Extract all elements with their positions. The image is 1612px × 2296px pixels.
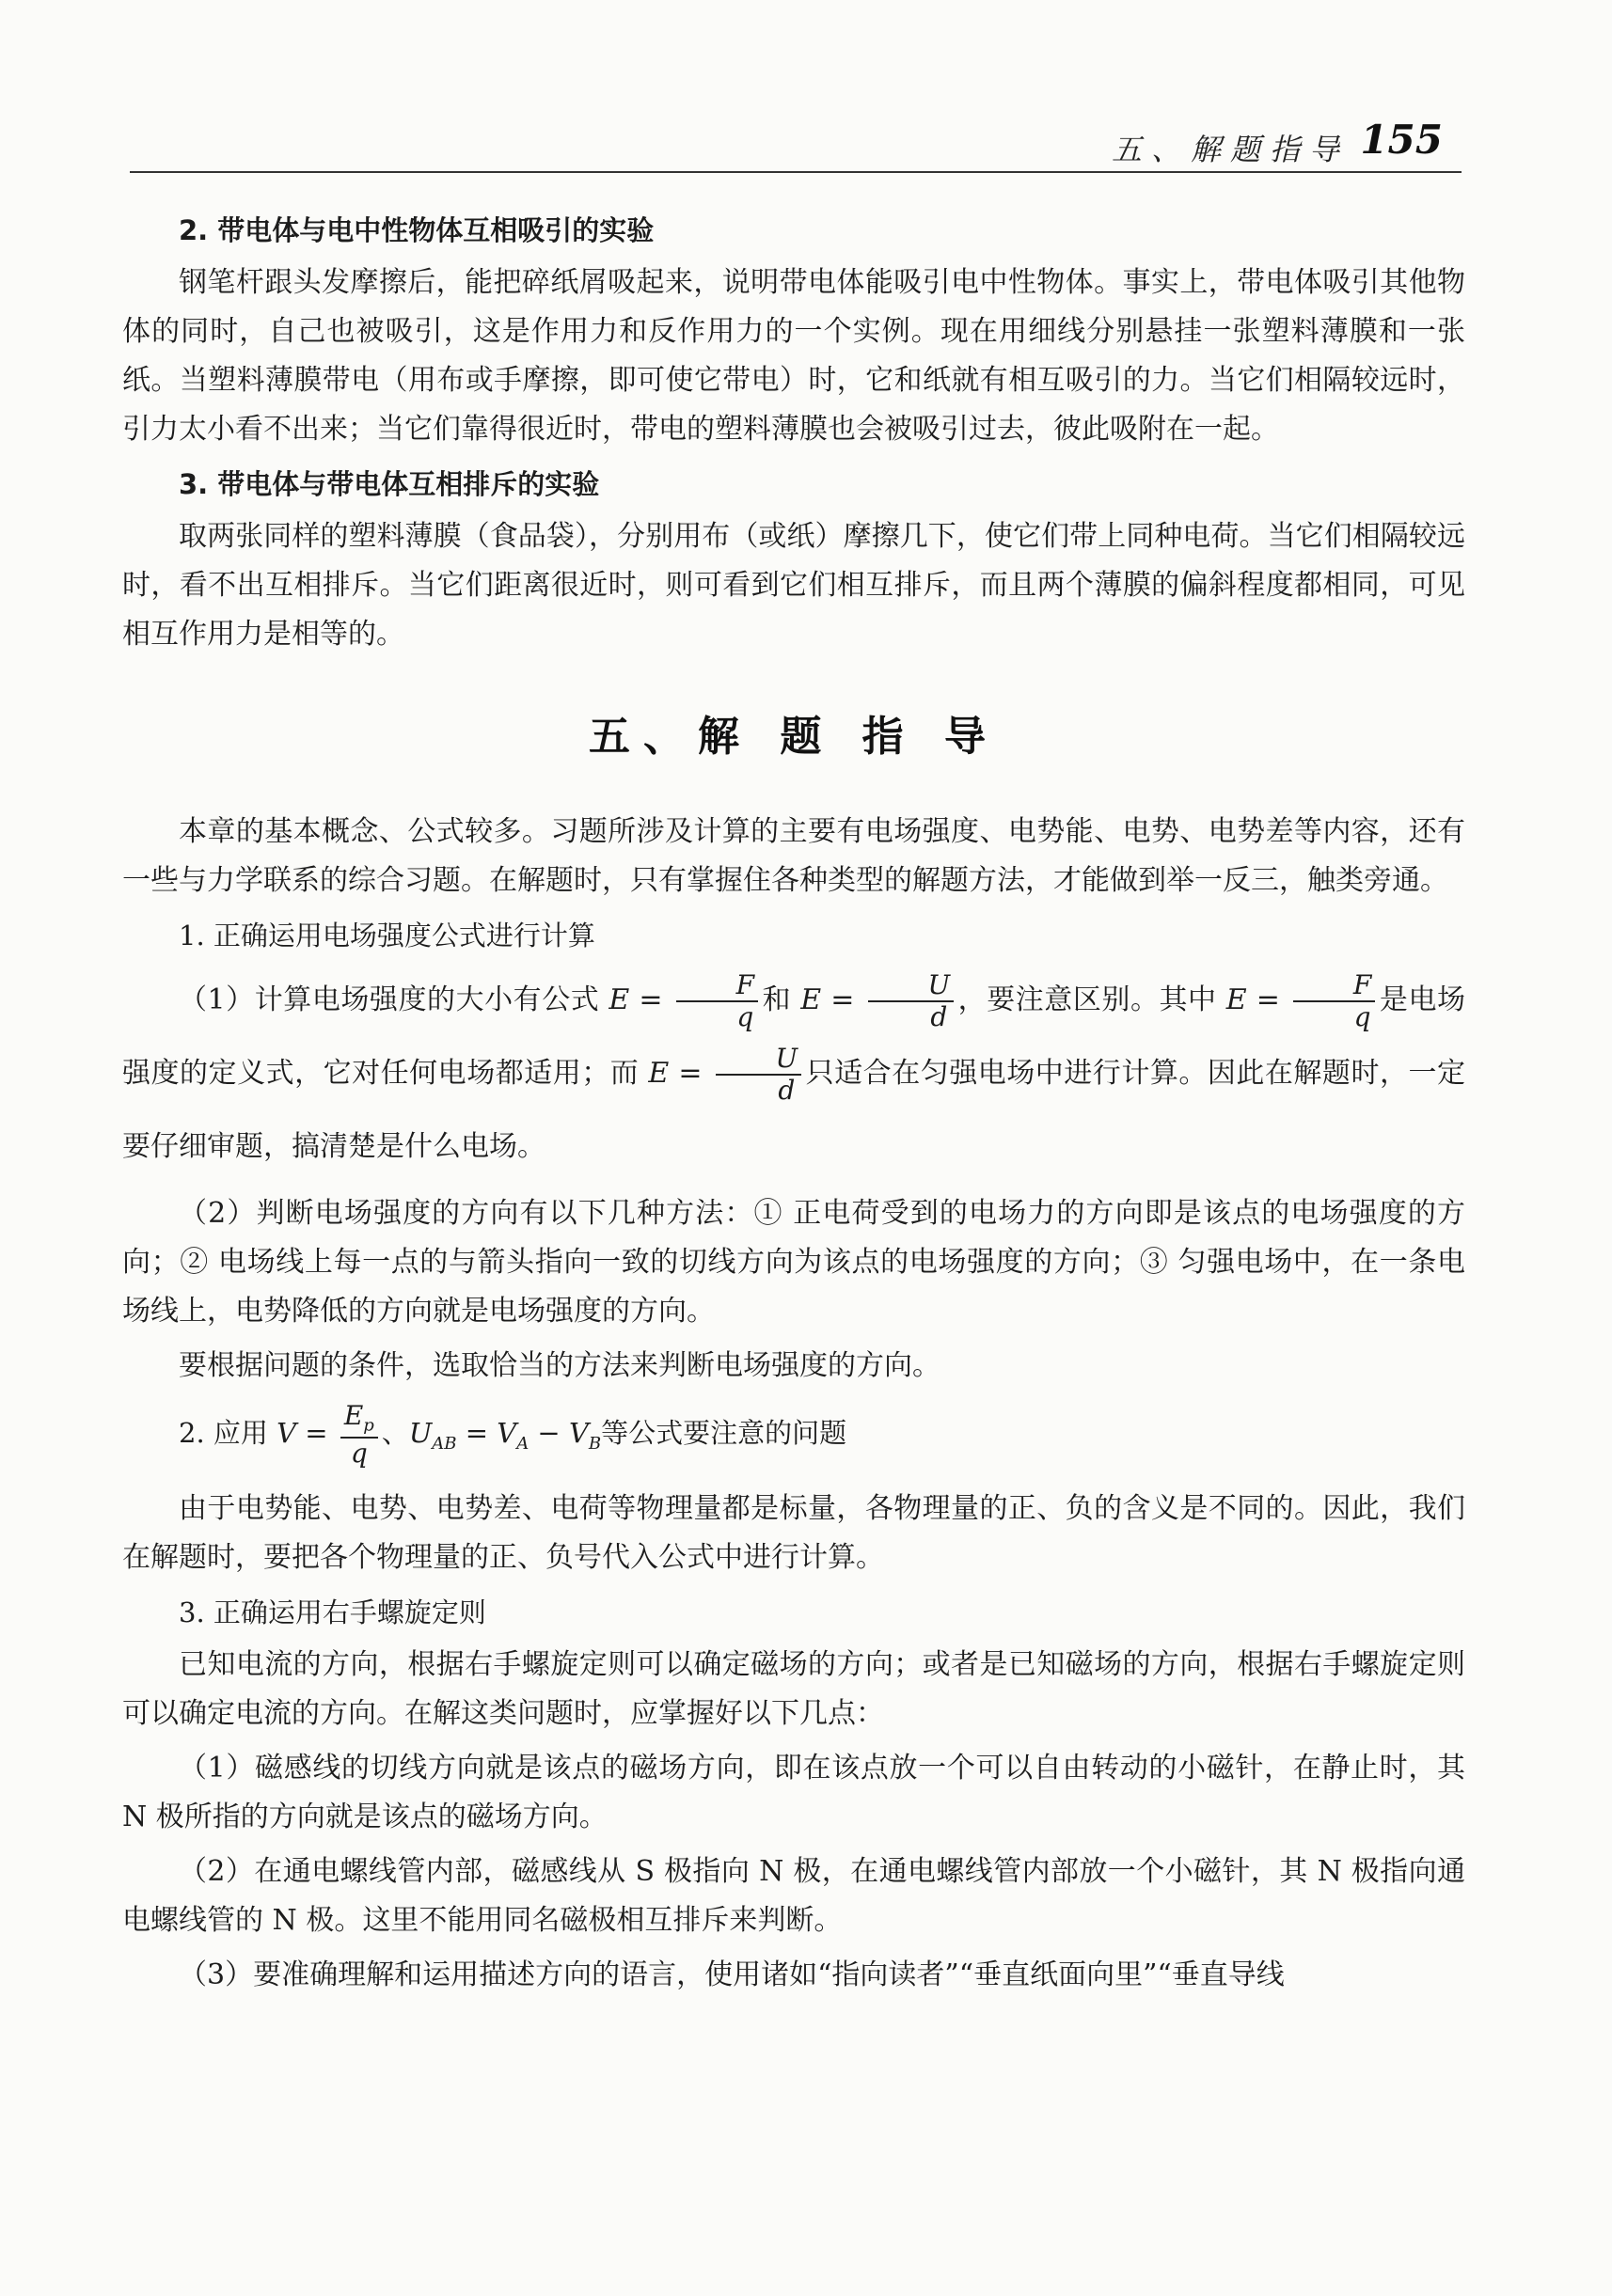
fraction-Ep-over-q: $\frac{E_p}{q}$ bbox=[340, 1401, 378, 1469]
page-content bbox=[122, 202, 1465, 2005]
paragraph-point-1: （1）磁感线的切线方向就是该点的磁场方向，即在该点放一个可以自由转动的小磁针，在静止时，其 N 极所指的方向就是该点的磁场方向。 bbox=[122, 1751, 1465, 1833]
paragraph-intro: 本章的基本概念、公式较多。习题所涉及计算的主要有电场强度、电势能、电势、电势差等内容，还有一些与力学联系的综合习题。在解题时，只有掌握住各种类型的解题方法，才能做到举一反三，触类旁通。 bbox=[122, 815, 1465, 897]
heading-guide-2: 2. 应用 V = $\frac{E_p}{q}$ 、$U_{AB} = V_A - V_B$等公式要注意的问题 bbox=[179, 1400, 847, 1469]
page-number: 155 bbox=[1360, 117, 1443, 163]
section-title: 五、解 题 指 导 bbox=[589, 713, 999, 761]
paragraph-choose-method: 要根据问题的条件，选取恰当的方法来判断电场强度的方向。 bbox=[179, 1349, 940, 1382]
paragraph-experiment-2: 钢笔杆跟头发摩擦后，能把碎纸屑吸起来，说明带电体能吸引电中性物体。事实上，带电体吸引其他物体的同时，自己也被吸引，这是作用力和反作用力的一个实例。现在用细线分别悬挂一张塑料薄膜和一张纸。当塑料薄膜带电（用布或手摩擦，即可使它带电）时，它和纸就有相互吸引的力。当它们相隔较远时，引力太小看不出来；当它们靠得很近时，带电的塑料薄膜也会被吸引过去，彼此吸附在一起。 bbox=[122, 266, 1465, 446]
paragraph-experiment-3: 取两张同样的塑料薄膜（食品袋），分别用布（或纸）摩擦几下，使它们带上同种电荷。当它们相隔较远时，看不出互相排斥。当它们距离很近时，则可看到它们相互排斥，而且两个薄膜的偏斜程度都相同，可见相互作用力是相等的。 bbox=[122, 520, 1465, 651]
fraction-F-over-q: $\frac{F}{q}$ bbox=[676, 970, 758, 1032]
fraction-U-over-d: $\frac{U}{d}$ bbox=[868, 970, 955, 1032]
heading-guide-1: 1. 正确运用电场强度公式进行计算 bbox=[179, 920, 595, 951]
paragraph-scalar-signs: 由于电势能、电势、电势差、电荷等物理量都是标量，各物理量的正、负的含义是不同的。因此，我们在解题时，要把各个物理量的正、负号代入公式中进行计算。 bbox=[122, 1491, 1465, 1574]
running-header bbox=[130, 111, 1462, 173]
paragraph-field-formula: （1）计算电场强度的大小有公式 E = $\frac{F}{q}$ 和 E = $\frac{U}{d}$ ，要注意区别。其中 E = $\frac{F}{q}$ 是电场强度的定义式，它对任何电场都适用；而 E = $\frac{U}{d}$ 只适合在匀强电场中进行计算。因此在解题时，一定要仔细审题，搞清楚是什么电场。 bbox=[122, 969, 1466, 1163]
heading-experiment-2: 2. 带电体与电中性物体互相吸引的实验 bbox=[179, 214, 655, 246]
paragraph-right-hand-rule: 已知电流的方向，根据右手螺旋定则可以确定磁场的方向；或者是已知磁场的方向，根据右手螺旋定则可以确定电流的方向。在解这类问题时，应掌握好以下几点： bbox=[122, 1647, 1465, 1730]
paragraph-point-2: （2）在通电螺线管内部，磁感线从 S 极指向 N 极，在通电螺线管内部放一个小磁针，其 N 极指向通电螺线管的 N 极。这里不能用同名磁极相互排斥来判断。 bbox=[122, 1854, 1465, 1937]
paragraph-field-direction: （2）判断电场强度的方向有以下几种方法：① 正电荷受到的电场力的方向即是该点的电场强度的方向；② 电场线上每一点的与箭头指向一致的切线方向为该点的电场强度的方向；③ 匀强电场中，在一条电场线上，电势降低的方向就是电场强度的方向。 bbox=[122, 1197, 1465, 1328]
header-section-title: 五、解题指导 bbox=[1111, 132, 1349, 167]
fraction-F-over-q-2: $\frac{F}{q}$ bbox=[1293, 970, 1375, 1032]
heading-experiment-3: 3. 带电体与带电体互相排斥的实验 bbox=[179, 468, 600, 500]
heading-guide-3: 3. 正确运用右手螺旋定则 bbox=[179, 1596, 486, 1628]
fraction-U-over-d-2: $\frac{U}{d}$ bbox=[716, 1044, 802, 1106]
paragraph-point-3: （3）要准确理解和运用描述方向的语言，使用诸如“指向读者”“垂直纸面向里”“垂直导线 bbox=[179, 1958, 1285, 1991]
